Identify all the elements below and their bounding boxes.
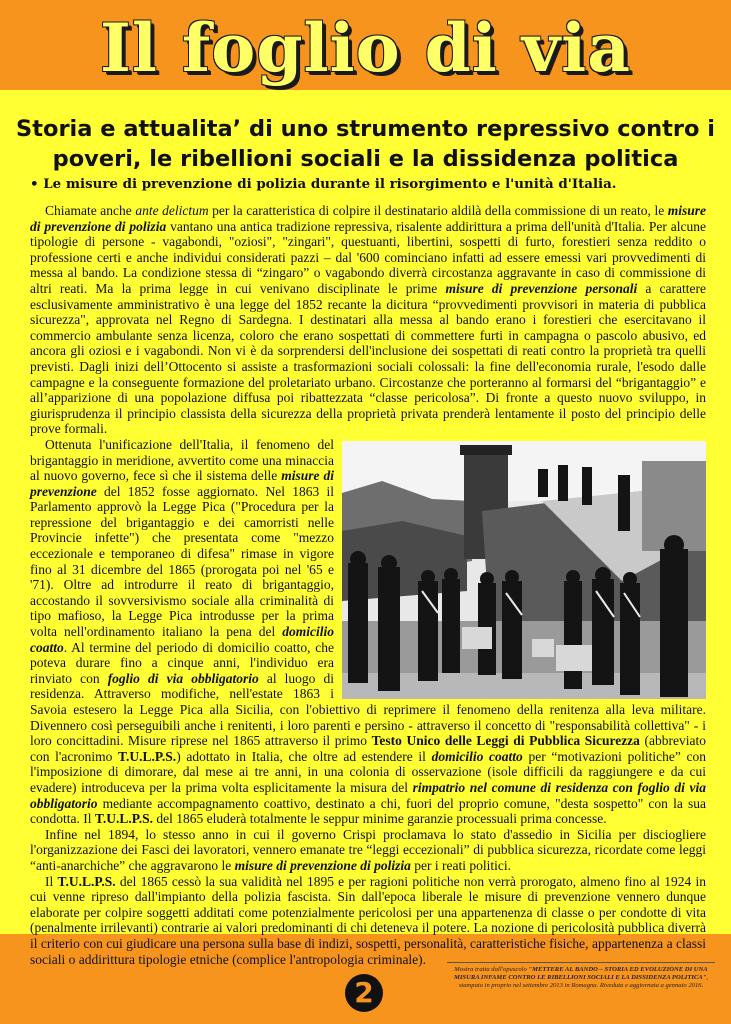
- photo-image: [342, 441, 706, 699]
- historical-photo: [342, 441, 706, 699]
- paragraph: Infine nel 1894, lo stesso anno in cui il governo Crispi proclamava lo stato d'assedio in Sicilia per disciogliere l'organizzazione dei Fasci dei lavoratori, vennero emanate tre “leggi eccezionali” di pubblica sicurezza, ricordate come leggi “anti-anarchiche” che aggravarono le misure di prevenzione di polizia per i reati politici.: [30, 826, 706, 873]
- source-note: Mostra tratta dall'opuscolo "METTERE AL BANDO – STORIA ED EVOLUZIONE DI UNA MISURA INFAME CONTRO LE RIBELLIONI SOCIALI E LA DISSIDENZA POLITICA", stampato in proprio nel settembre 2013 in Romagna. Riveduta e aggiornata a gennaio 2016.: [447, 962, 715, 990]
- header-banner: [0, 0, 731, 90]
- section-heading: • Le misure di prevenzione di polizia durante il risorgimento e l'unità d'Italia.: [30, 176, 617, 192]
- paragraph: Ottenuta l'unificazione dell'Italia, il fenomeno del brigantaggio in meridione, avvertito come una minaccia al nuovo governo, fece sì che il sistema delle misure di prevenzione del 1852 fosse aggiornato. Nel 1863 il Parlamento approvò la Legge Pica ("Procedura per la repressione del brigantaggio e dei camorristi nelle Provincie infette") che presentata come "mezzo eccezionale e temporaneo di difesa" rimase in vigore fino al 31 dicembre del 1865 (prorogata poi nel '65 e '71). Oltre ad introdurre il reato di brigantaggio, accostando il sovversivismo sociale alla criminalità di tipo mafioso, la Legge Pica introdusse per la prima volta nell'ordinamento italiano la pena del domicilio coatto. Al termine del periodo di domicilio coatto, che poteva durare fino a cinque anni, l'individuo era rinviato con foglio di via obbligatorio al luogo di residenza. Attraverso modifiche, nell'estate 1863 i Savoia estesero la Legge Pica alla Sicilia, con l'obiettivo di reprimere il fenomeno della renitenza alla leva militare. Divennero così perseguibili anche i renitenti, i loro parenti e persino - attraverso il concetto di "responsabilità collettiva" - i loro concittadini. Misure riprese nel 1865 attraverso il primo Testo Unico delle Leggi di Pubblica Sicurezza (abbreviato con l'acronimo T.U.L.P.S.) adottato in Italia, che oltre ad estendere il domicilio coatto per “motivazioni politiche” con l'imposizione di dimorare, dal mese ai tre anni, in una colonia di osservazione (isole difficili da raggiungere e da cui evadere) introduceva per la prima volta esplicitamente la misura del rimpatrio nel comune di residenza con foglio di via obbligatorio mediante accompagnamento coattivo, destinato a chi, fuori del proprio comune, "desta sospetto" con la sua condotta. Il T.U.L.P.S. del 1865 eluderà totalmente le seppur minime garanzie processuali prima concesse.: [30, 436, 706, 827]
- divider-stripe: [0, 90, 731, 100]
- paragraph: Chiamate anche ante delictum per la caratteristica di colpire il destinatario aldilà della commissione di un reato, le misure di prevenzione di polizia vantano una antica tradizione repressiva, risalente addirittura a prima dell'unità d'Italia. Per alcune tipologie di persone - vagabondi, "oziosi", "zingari", questuanti, libertini, sospetti di furto, forestieri senza reddito o professione certi e anche individui considerati pazzi – dal '600 cominciano infatti ad essere emessi vari provvedimenti di messa al bando. La condizione stessa di “zingaro” o vagabondo diverrà circostanza aggravante in caso di commissione di altri reati. Ma la prima legge in cui venivano disciplinate le prime misure di prevenzione personali a carattere esclusivamente amministrativo è una legge del 1852 recante la dicitura “provvedimenti provvisori in materia di pubblica sicurezza", approvata nel Regno di Sardegna. I destinatari alla messa al bando erano i forestieri che esercitavano il commercio ambulante senza licenza, coloro che erano sospettati di commettere furti in campagna o pascolo abusivo, ed ancora gli oziosi e i vagabondi. Non vi è da sorprendersi dell'inclusione dei sospettati di reati contro la proprietà tra quelli previsti. Dagli inizi dell’Ottocento si assiste a trasformazioni sociali colossali: la fine dell'economia rurale, l'esodo dalle campagne e la conseguente formazione del proletariato urbano. Circostanze che porteranno al formarsi del “brigantaggio” e all’apparizione di una popolazione diffusa poi ribattezzata “classe pericolosa”. Di fronte a questo nuovo sviluppo, in giurisprudenza il principio classista della sicurezza della proprietà privata prenderà lentamente il posto del principio delle prove formali.: [30, 203, 707, 437]
- page-number: 2: [345, 974, 383, 1012]
- article-body: [30, 203, 706, 967]
- paragraph: Il T.U.L.P.S. del 1865 cessò la sua validità nel 1895 e per ragioni politiche non verrà prorogato, almeno fino al 1924 in cui venne ripreso dall'impianto della polizia fascista. Sin dall'epoca liberale le misure di prevenzione vennero dunque elaborate per colpire soggetti additati come potenzialmente pericolosi per una appartenenza di classe o per condotte di vita (penalmente irrilevanti) contrarie ai valori predominanti di chi deteneva il potere. La nozione di pericolosità pubblica diverrà il criterio con cui giudicare una persona sulla base di indizi, sospetti, personalità, caratteristiche fisiche, appartenenza a classi sociali o addirittura tipologie etniche (complice l'antropologia criminale).: [30, 873, 706, 967]
- page-title: Il foglio di via: [99, 9, 631, 87]
- subtitle: Storia e attualita’ di uno strumento repressivo contro i poveri, le ribellioni sociali e la dissidenza politica: [16, 116, 715, 172]
